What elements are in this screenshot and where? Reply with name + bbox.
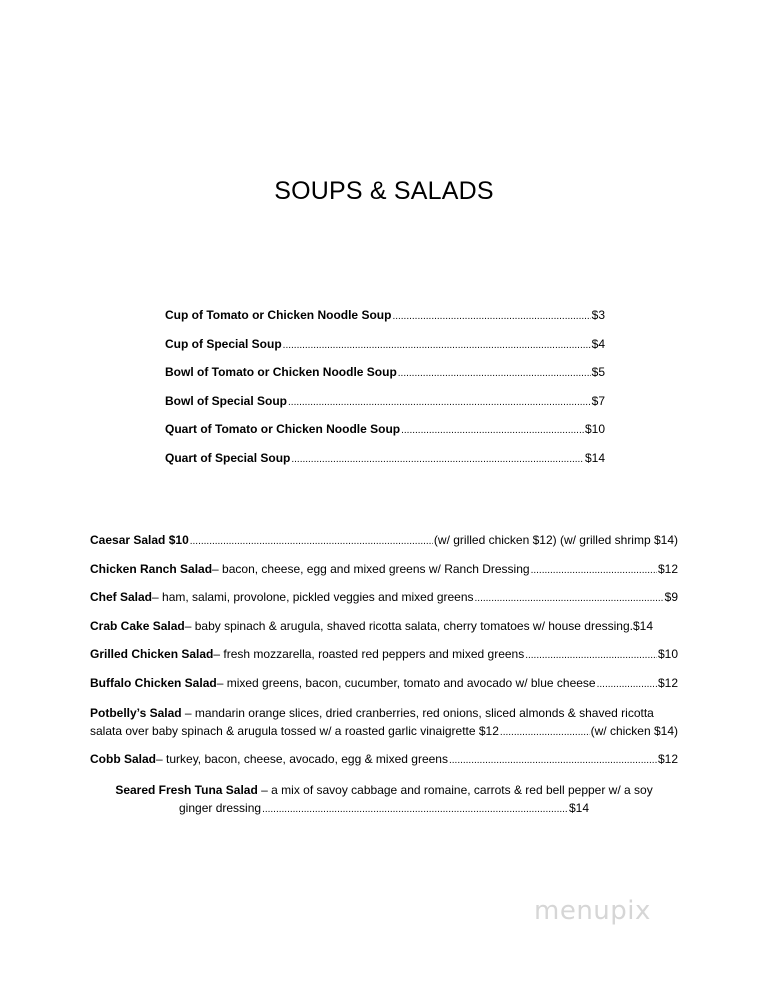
salad-item-potbelly	[90, 704, 678, 742]
salad-line	[90, 781, 678, 799]
dot-leader	[283, 340, 591, 351]
salad-name: Seared Fresh Tuna Salad	[115, 782, 258, 797]
soup-price: $3	[591, 308, 605, 322]
soup-name: Cup of Special Soup	[165, 336, 282, 351]
dot-leader	[291, 454, 584, 465]
watermark-logo: menupix	[534, 896, 651, 926]
salad-name: Chef Salad	[90, 590, 153, 604]
salad-name: Crab Cake Salad	[90, 618, 185, 633]
soup-price: $7	[591, 393, 605, 408]
dot-leader	[475, 593, 664, 604]
soup-price: $5	[591, 365, 605, 379]
soups-list	[165, 308, 605, 479]
salad-line	[90, 722, 678, 742]
salad-price: $10	[657, 647, 678, 661]
salad-name: Grilled Chicken Salad	[90, 647, 214, 661]
salad-price: $12	[657, 752, 678, 766]
salad-desc: – fresh mozzarella, roasted red peppers and mixed greens	[213, 647, 525, 661]
salad-name: Cobb Salad	[90, 752, 157, 766]
dot-leader	[525, 650, 657, 661]
salad-item-tuna	[90, 781, 678, 819]
soup-item	[165, 308, 605, 337]
salad-item-grilled-chicken	[90, 647, 678, 676]
salad-desc: – baby spinach & arugula, shaved ricotta salata, cherry tomatoes w/ house dressing.	[184, 618, 633, 633]
salad-desc: ginger dressing	[179, 800, 262, 815]
soup-item	[165, 365, 605, 394]
salad-price: $12	[657, 561, 678, 576]
salad-desc: – a mix of savoy cabbage and romaine, carrots & red bell pepper w/ a soy	[257, 782, 653, 797]
soup-price: $4	[591, 336, 605, 351]
salad-desc: – mixed greens, bacon, cucumber, tomato and avocado w/ blue cheese	[216, 675, 596, 690]
soup-name: Cup of Tomato or Chicken Noodle Soup	[165, 308, 392, 322]
salad-extra: (w/ chicken $14)	[590, 724, 678, 738]
dot-leader	[392, 311, 590, 322]
dot-leader	[190, 536, 433, 547]
salad-item-caesar	[90, 533, 678, 562]
salad-desc: salata over baby spinach & arugula tossed w/ a roasted garlic vinaigrette $12	[90, 724, 499, 738]
soup-name: Bowl of Special Soup	[165, 393, 288, 408]
soup-name: Quart of Tomato or Chicken Noodle Soup	[165, 422, 401, 436]
salads-list	[90, 533, 678, 819]
salad-desc: – turkey, bacon, cheese, avocado, egg & mixed greens	[156, 752, 448, 766]
salad-name: Buffalo Chicken Salad	[90, 675, 217, 690]
soup-name: Bowl of Tomato or Chicken Noodle Soup	[165, 365, 397, 379]
soup-item	[165, 451, 605, 480]
salad-price: $14	[568, 800, 589, 815]
dot-leader	[401, 425, 584, 436]
salad-desc: – ham, salami, provolone, pickled veggies and mixed greens	[152, 590, 474, 604]
salad-price: $9	[664, 590, 678, 604]
salad-price: $14	[632, 618, 653, 633]
soup-item	[165, 422, 605, 451]
salad-item-crab-cake	[90, 619, 678, 648]
dot-leader	[597, 679, 657, 690]
salad-desc: – mandarin orange slices, dried cranberries, red onions, sliced almonds & shaved ricotta	[181, 706, 654, 720]
salad-line	[179, 799, 589, 819]
salad-item-buffalo-chicken	[90, 676, 678, 705]
salad-desc: – bacon, cheese, egg and mixed greens w/ Ranch Dressing	[212, 561, 530, 576]
dot-leader	[449, 755, 657, 766]
page-title: SOUPS & SALADS	[274, 177, 494, 205]
soup-price: $14	[584, 450, 605, 465]
salad-price: $12	[657, 675, 678, 690]
salad-name: Chicken Ranch Salad	[90, 561, 213, 576]
soup-item	[165, 394, 605, 423]
salad-item-chicken-ranch	[90, 562, 678, 591]
salad-name: Potbelly’s Salad	[90, 706, 182, 720]
dot-leader	[288, 397, 591, 408]
salad-item-cobb	[90, 752, 678, 781]
dot-leader	[531, 565, 657, 576]
dot-leader	[262, 801, 568, 819]
dot-leader	[500, 724, 590, 742]
salad-line	[90, 704, 678, 722]
soup-item	[165, 337, 605, 366]
salad-name: Caesar Salad $10	[90, 533, 189, 547]
soup-name: Quart of Special Soup	[165, 450, 291, 465]
soup-price: $10	[584, 422, 605, 436]
salad-item-chef	[90, 590, 678, 619]
dot-leader	[398, 368, 591, 379]
salad-extra: (w/ grilled chicken $12) (w/ grilled shrimp $14)	[433, 533, 678, 547]
